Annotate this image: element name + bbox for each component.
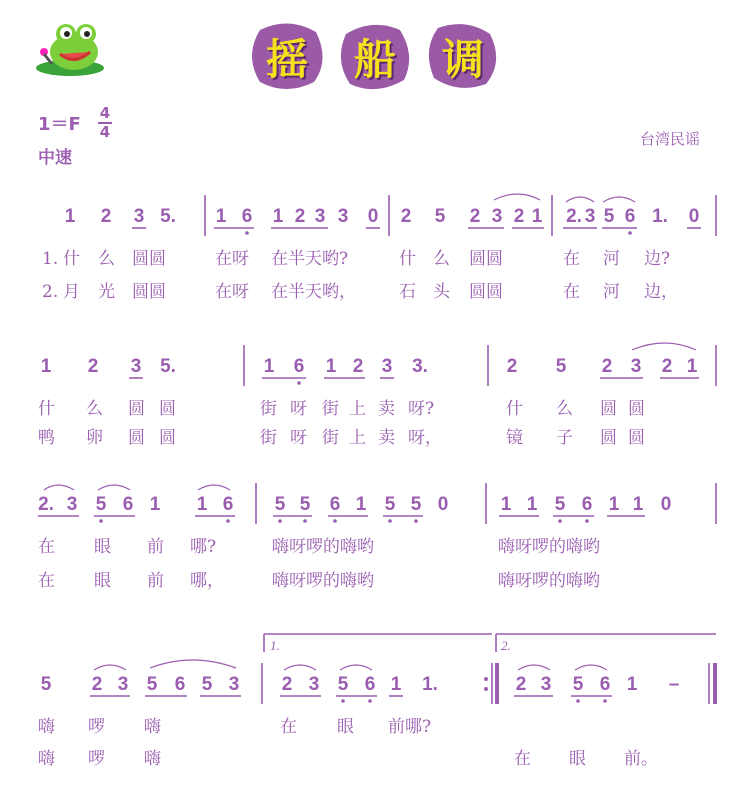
lyric: 上 [349,399,366,419]
lyric: 圆 [600,428,617,448]
note: – [668,674,680,695]
lyric: 街 [260,428,277,448]
lyric: 街 [260,399,277,419]
lyric: 在呀 [215,249,249,269]
note: 2 [281,674,293,695]
lyric: 河 [603,249,620,269]
note: 2 [91,674,103,695]
lyric: 嗨呀啰的嗨哟 [498,571,600,591]
note: 1 [531,206,543,227]
lyric: 嗨呀啰的嗨哟 [272,571,374,591]
note: 6 [222,494,234,515]
note: 5 [201,674,213,695]
note: 1 [196,494,208,515]
lyric: 圆圆 [132,282,166,302]
note: 5 [95,494,107,515]
lyric: 街 [322,399,339,419]
lyric: 边? [644,249,671,269]
lyric: 圆 [159,428,176,448]
note: 5 [146,674,158,695]
note: 3 [228,674,240,695]
note: 5 [274,494,286,515]
lyric: 眼 [94,571,111,591]
lyric: 卖 [378,399,395,419]
lyric: 哪， [190,571,224,591]
note: 5 [337,674,349,695]
note: 2 [294,206,306,227]
lyric: 子 [556,428,573,448]
note: 5 [384,494,396,515]
note: 1 [608,494,620,515]
lyric: 镜 [506,428,523,448]
lyric: 月 [63,282,80,302]
note: 6 [174,674,186,695]
title-char-3: 调 [441,35,484,84]
lyric: 头 [433,282,450,302]
row-1 [42,194,716,302]
note: 5 [410,494,422,515]
lyric: 上 [349,428,366,448]
note: 0 [367,206,379,227]
note: 6 [624,206,636,227]
lyric: 圆 [128,399,145,419]
lyric: 什 [506,399,523,419]
note: 1 [355,494,367,515]
lyric: 在半天哟? [271,249,349,269]
note: 3. [412,356,428,377]
lyric: 呀? [408,399,435,419]
note: 3 [130,356,142,377]
lyric: 嗨呀啰的嗨哟 [498,537,600,557]
second-ending-label: 2. [501,638,511,653]
note: 2 [400,206,412,227]
lyric: 嗨 [144,749,161,769]
lyric: 圆 [628,428,645,448]
lyric: 嗨 [38,717,55,737]
lyric: 街 [322,428,339,448]
lyric: 圆 [159,399,176,419]
note: 3 [381,356,393,377]
note: 2 [513,206,525,227]
note: 1 [149,494,161,515]
note: 2 [87,356,99,377]
lyric: 边， [644,282,678,302]
note: 3 [630,356,642,377]
note: 1 [626,674,638,695]
lyric: 前。 [624,749,658,769]
note: 1 [632,494,644,515]
lyric: 在 [563,249,580,269]
note: 2 [352,356,364,377]
lyric: 什 [38,399,55,419]
lyric: 眼 [337,717,354,737]
lyric: 嗨 [144,717,161,737]
note: 2 [100,206,112,227]
note: 6 [329,494,341,515]
note: 3 [584,206,596,227]
note: 2. [38,494,54,515]
note: 5 [554,494,566,515]
note: 1. [422,674,438,695]
lyric: 圆圆 [132,249,166,269]
note: 1 [263,356,275,377]
lyric: 在 [38,571,55,591]
note: 1 [390,674,402,695]
lyric: 哪? [190,537,217,557]
lyric: 鸭 [38,428,55,448]
note: 3 [337,206,349,227]
note: 1 [215,206,227,227]
title-char-2: 船 [353,35,396,84]
first-ending-label: 1. [270,638,280,653]
time-signature-bottom: 4 [99,123,111,141]
song-origin: 台湾民谣 [640,130,701,148]
lyric: 在呀 [215,282,249,302]
lyric: 圆圆 [469,249,503,269]
lyric: 光 [98,282,115,302]
note: 6 [241,206,253,227]
lyric: 么 [433,249,450,269]
note: 0 [660,494,672,515]
lyric: 前哪? [388,717,432,737]
note: 0 [688,206,700,227]
note: 1 [40,356,52,377]
note: 1. [652,206,668,227]
lyric: 什 [63,249,80,269]
lyric: 2. [42,282,59,302]
note: 2 [506,356,518,377]
lyric: 前 [147,537,164,557]
lyric: 在 [514,749,531,769]
note: 6 [581,494,593,515]
lyric: 1. [42,249,59,269]
lyric: 嗨 [38,749,55,769]
lyric: 圆 [628,399,645,419]
note: 6 [122,494,134,515]
lyric: 呀， [408,428,442,448]
note: 1 [500,494,512,515]
row-3 [38,483,716,591]
note: 3 [133,206,145,227]
note: 3 [491,206,503,227]
lyric: 圆圆 [469,282,503,302]
note: 1 [686,356,698,377]
note: 5 [299,494,311,515]
lyric: 石 [399,282,416,302]
note: 6 [364,674,376,695]
note: 5 [603,206,615,227]
note: 6 [293,356,305,377]
note: 5. [160,206,176,227]
note: 2 [661,356,673,377]
note: 3 [66,494,78,515]
lyric: 眼 [94,537,111,557]
note: 2 [601,356,613,377]
note: 0 [437,494,449,515]
note: 5 [40,674,52,695]
row-4 [38,634,716,769]
lyric: 呀 [290,399,307,419]
key-signature: 1＝F [38,114,81,135]
note: 2. [566,206,582,227]
time-signature-top: 4 [99,104,111,122]
lyric: 卵 [86,428,103,448]
lyric: 眼 [569,749,586,769]
note: 6 [599,674,611,695]
lyric: 在 [563,282,580,302]
lyric: 在 [38,537,55,557]
lyric: 么 [556,399,573,419]
note: 5 [555,356,567,377]
note: 1 [272,206,284,227]
note: 5 [572,674,584,695]
lyric: 么 [86,399,103,419]
note: 3 [117,674,129,695]
tempo-marking: 中速 [38,148,72,168]
lyric: 么 [98,249,115,269]
lyric: 河 [603,282,620,302]
lyric: 卖 [378,428,395,448]
note: 3 [540,674,552,695]
lyric: 圆 [600,399,617,419]
lyric: 在半天哟， [271,282,356,302]
lyric: 啰 [88,749,105,769]
lyric: 什 [399,249,416,269]
note: 5 [434,206,446,227]
note: 3 [308,674,320,695]
note: 3 [314,206,326,227]
lyric: 啰 [88,717,105,737]
lyric: 在 [280,717,297,737]
row-2 [38,343,716,448]
note: 1 [526,494,538,515]
title-char-1: 摇 [265,35,308,84]
lyric: 圆 [128,428,145,448]
note: 1 [64,206,76,227]
lyric: 嗨呀啰的嗨哟 [272,537,374,557]
note: 1 [325,356,337,377]
note: 2 [469,206,481,227]
lyric: 前 [147,571,164,591]
note: 2 [515,674,527,695]
lyric: 呀 [290,428,307,448]
note: 5. [160,356,176,377]
